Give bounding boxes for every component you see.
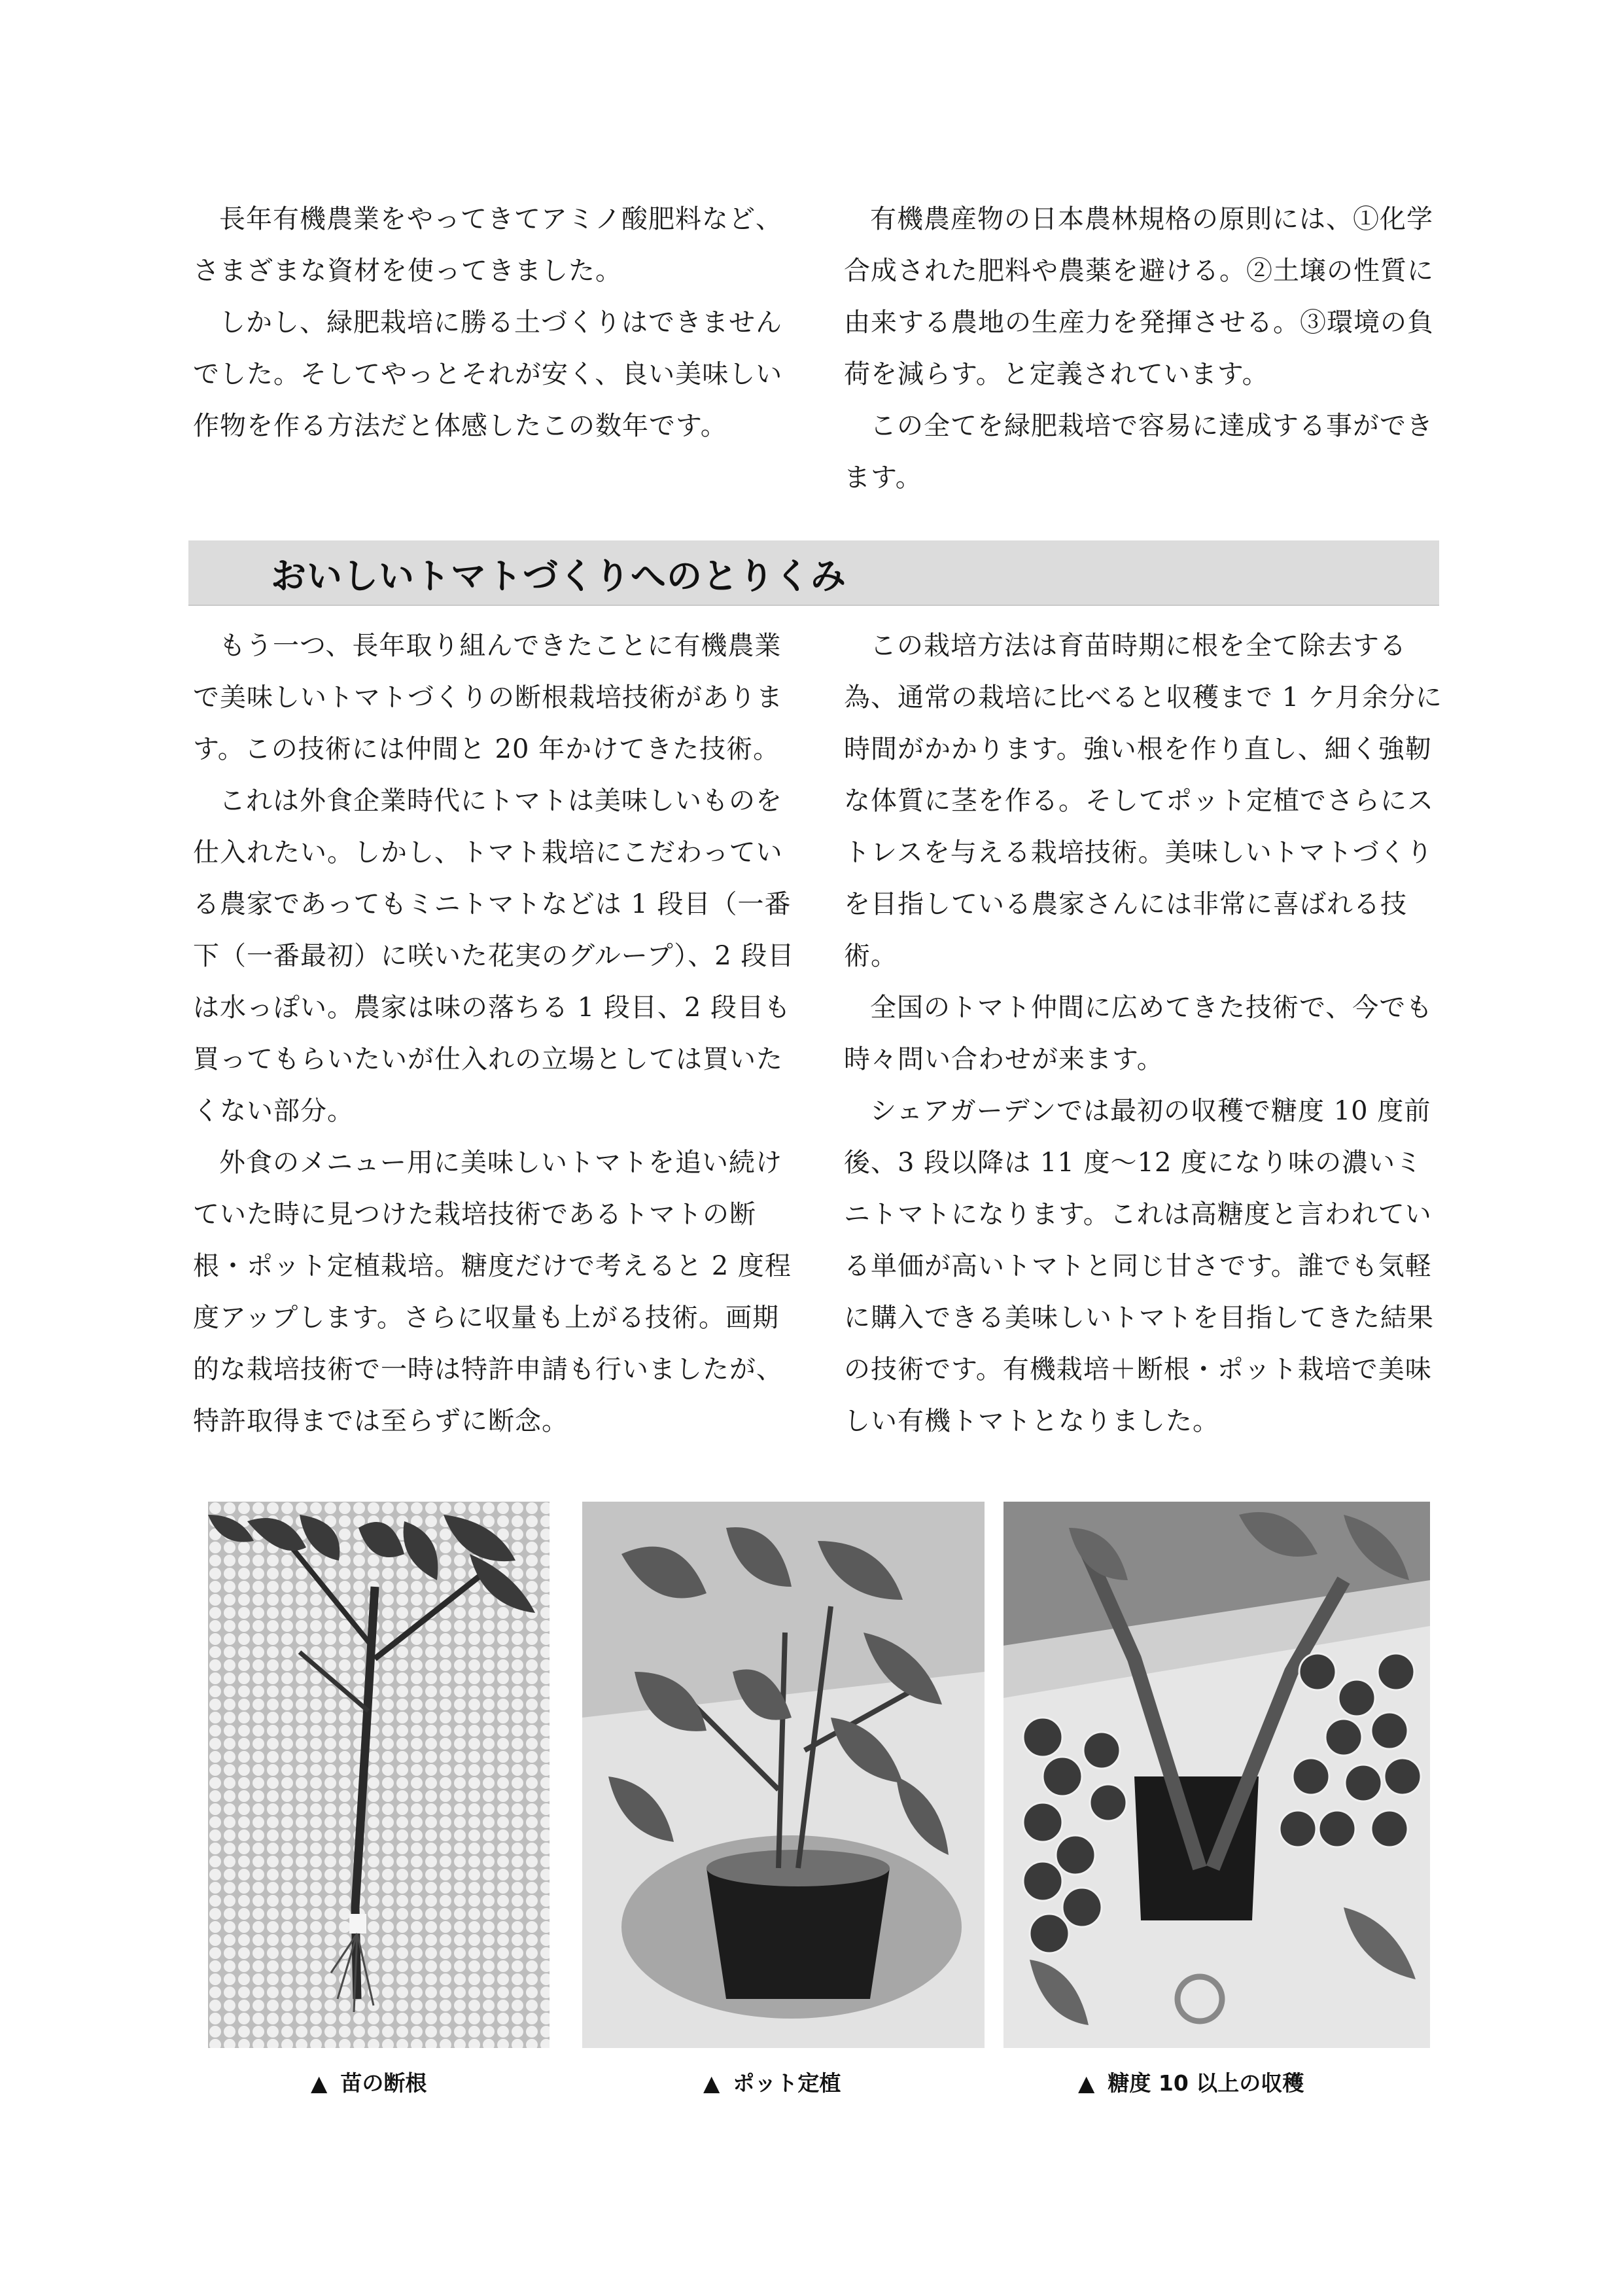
intro-left-column: [193, 194, 795, 452]
main-right-column: [844, 620, 1446, 1447]
photo-caption-harvest: [1078, 2066, 1304, 2097]
paragraph: 長年有機農業をやってきてアミノ酸肥料など、さまざまな資材を使ってきました。: [193, 204, 782, 286]
triangle-marker-icon: ▲: [703, 2070, 720, 2096]
paragraph: この全てを緑肥栽培で容易に達成する事ができます。: [844, 411, 1433, 493]
paragraph: この栽培方法は育苗時期に根を全て除去する為、通常の栽培に比べると収穫まで 1 ケ月余分に時間がかかります。強い根を作り直し、細く強靭な体質に茎を作る。そしてポット定植でさらにストレスを与える栽培技術。美味しいトマトづくりを目指している農家さんには非常に喜ばれる技術。: [844, 631, 1442, 971]
caption-text: ポット定植: [733, 2070, 841, 2096]
pot-planting-photo: [582, 1502, 985, 2048]
main-left-column: [193, 620, 795, 1447]
paragraph: 外食のメニュー用に美味しいトマトを追い続けていた時に見つけた栽培技術であるトマトの断根・ポット定植栽培。糖度だけで考えると 2 度程度アップします。さらに収量も上がる技術。画期的な栽培技術で一時は特許申請も行いましたが、特許取得までは至らずに断念。: [193, 1148, 792, 1436]
photo-caption-pot: [703, 2066, 841, 2097]
high-brix-harvest-photo: [1003, 1502, 1430, 2048]
paragraph: 全国のトマト仲間に広めてきた技術で、今でも時々問い合わせが来ます。: [844, 993, 1433, 1074]
section-heading-bar: [188, 540, 1439, 606]
triangle-marker-icon: ▲: [1078, 2070, 1095, 2096]
paragraph: これは外食企業時代にトマトは美味しいものを仕入れたい。しかし、トマト栽培にこだわっている農家であってもミニトマトなどは 1 段目（一番下（一番最初）に咲いた花実のグループ）、2 段目は水っぽい。農家は味の落ちる 1 段目、2 段目も買ってもらいたいが仕入れの立場としては買いたくない部分。: [193, 786, 795, 1126]
caption-text: 糖度 10 以上の収穫: [1108, 2070, 1304, 2096]
photo-caption-seedling: [311, 2066, 427, 2097]
paragraph: もう一つ、長年取り組んできたことに有機農業で美味しいトマトづくりの断根栽培技術があります。この技術には仲間と 20 年かけてきた技術。: [193, 631, 783, 764]
paragraph: しかし、緑肥栽培に勝る土づくりはできませんでした。そしてやっとそれが安く、良い美味しい作物を作る方法だと体感したこの数年です。: [193, 308, 783, 441]
intro-right-column: [844, 194, 1446, 504]
paragraph: 有機農産物の日本農林規格の原則には、①化学合成された肥料や農薬を避ける。②土壌の性質に由来する農地の生産力を発揮させる。③環境の負荷を減らす。と定義されています。: [844, 204, 1434, 389]
paragraph: シェアガーデンでは最初の収穫で糖度 10 度前後、3 段以降は 11 度～12 度になり味の濃いミニトマトになります。これは高糖度と言われている単価が高いトマトと同じ甘さです。誰でも気軽に購入できる美味しいトマトを目指してきた結果の技術です。有機栽培＋断根・ポット栽培で美味しい有機トマトとなりました。: [844, 1096, 1434, 1436]
section-heading: おいしいトマトづくりへのとりくみ: [271, 556, 846, 597]
seedling-root-cut-photo: [208, 1502, 550, 2048]
caption-text: 苗の断根: [340, 2070, 427, 2096]
triangle-marker-icon: ▲: [311, 2070, 328, 2096]
